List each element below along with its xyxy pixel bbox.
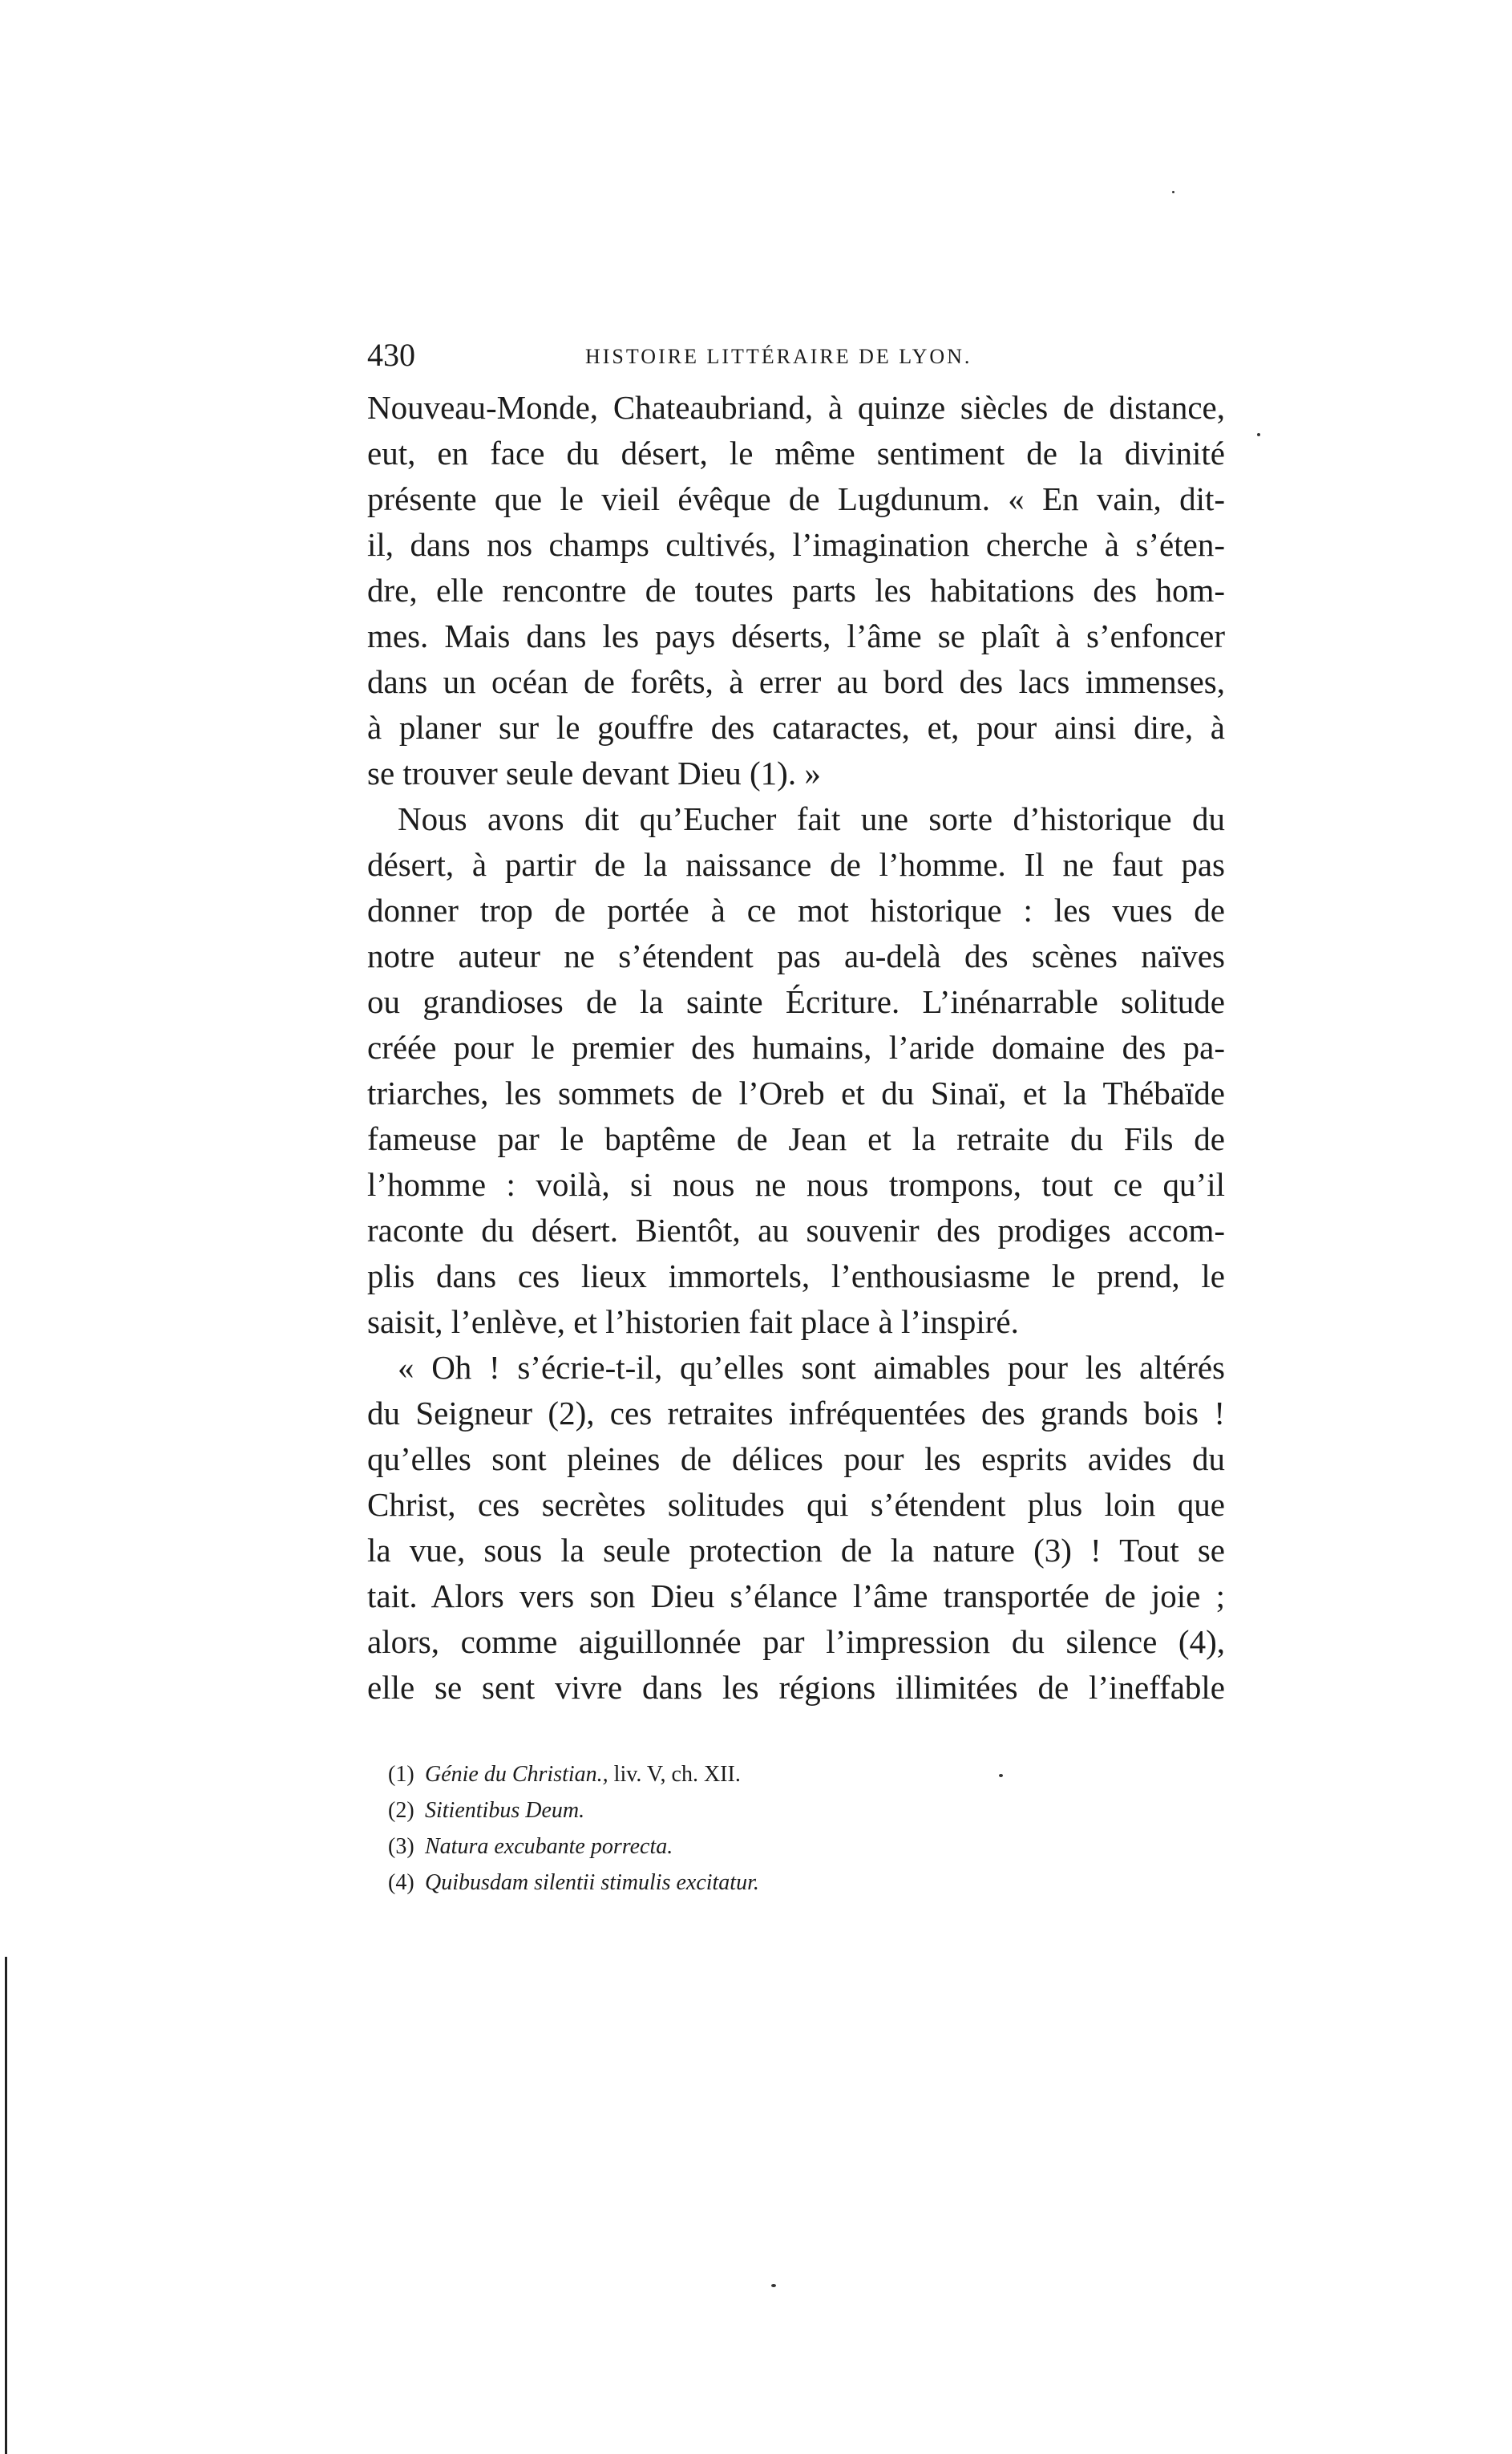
paper-speck <box>771 2284 776 2287</box>
paper-speck <box>999 1774 1003 1777</box>
footnote <box>388 1865 1110 1901</box>
paper-speck <box>1257 433 1260 436</box>
text-line: Nouveau-Monde, Chateaubriand, à quinze siècles de distance, <box>367 389 1225 426</box>
text-line: se trouver seule devant Dieu (1). » <box>367 755 821 792</box>
footnote-number: (2) <box>388 1798 414 1823</box>
footnote <box>388 1792 1110 1828</box>
text-line: il, dans nos champs cultivés, l’imagination cherche à s’éten- <box>367 526 1225 563</box>
footnote-reference: liv. V, ch. XII. <box>608 1762 741 1787</box>
text-line: plis dans ces lieux immortels, l’enthousiasme le prend, le <box>367 1257 1225 1294</box>
text-line: eut, en face du désert, le même sentiment de la divinité <box>367 435 1225 472</box>
footnote-title: Quibusdam silentii stimulis excitatur. <box>425 1870 759 1895</box>
text-line: donner trop de portée à ce mot historique : les vues de <box>367 892 1225 929</box>
body-text <box>367 385 1225 1711</box>
scan-edge-mark <box>5 1957 7 2454</box>
footnote-number: (4) <box>388 1870 414 1895</box>
text-line: notre auteur ne s’étendent pas au-delà des scènes naïves <box>367 937 1225 974</box>
text-line: saisit, l’enlève, et l’historien fait place à l’inspiré. <box>367 1303 1019 1340</box>
paper-speck <box>1172 191 1174 193</box>
text-line: Nous avons dit qu’Eucher fait une sorte d’historique du <box>398 800 1225 837</box>
text-line: « Oh ! s’écrie-t-il, qu’elles sont aimables pour les altérés <box>398 1349 1225 1386</box>
text-line: à planer sur le gouffre des cataractes, et, pour ainsi dire, à <box>367 709 1225 746</box>
text-line: elle se sent vivre dans les régions illimitées de l’ineffable <box>367 1669 1225 1706</box>
footnote-number: (3) <box>388 1834 414 1859</box>
text-line: Christ, ces secrètes solitudes qui s’étendent plus loin que <box>367 1486 1225 1523</box>
text-line: qu’elles sont pleines de délices pour les esprits avides du <box>367 1440 1225 1477</box>
text-line: dans un océan de forêts, à errer au bord des lacs immenses, <box>367 663 1225 700</box>
footnotes <box>388 1756 1110 1901</box>
text-line: dre, elle rencontre de toutes parts les habitations des hom- <box>367 572 1225 609</box>
text-line: créée pour le premier des humains, l’aride domaine des pa- <box>367 1029 1225 1066</box>
footnote-number: (1) <box>388 1762 414 1787</box>
text-line: triarches, les sommets de l’Oreb et du Sinaï, et la Thébaïde <box>367 1075 1225 1112</box>
text-line: du Seigneur (2), ces retraites infréquentées des grands bois ! <box>367 1395 1225 1432</box>
text-line: raconte du désert. Bientôt, au souvenir des prodiges accom- <box>367 1212 1225 1249</box>
text-line: l’homme : voilà, si nous ne nous trompons, tout ce qu’il <box>367 1166 1225 1203</box>
text-line: fameuse par le baptême de Jean et la retraite du Fils de <box>367 1120 1225 1157</box>
text-line: désert, à partir de la naissance de l’homme. Il ne faut pas <box>367 846 1225 883</box>
text-line: tait. Alors vers son Dieu s’élance l’âme transportée de joie ; <box>367 1577 1225 1614</box>
text-line: mes. Mais dans les pays déserts, l’âme se plaît à s’enfoncer <box>367 618 1225 654</box>
footnote-title: Génie du Christian., <box>425 1762 608 1787</box>
text-line: la vue, sous la seule protection de la nature (3) ! Tout se <box>367 1532 1225 1569</box>
footnote-title: Natura excubante porrecta. <box>425 1834 673 1859</box>
text-line: ou grandioses de la sainte Écriture. L’inénarrable solitude <box>367 983 1225 1020</box>
running-head <box>367 335 1225 375</box>
running-title: HISTOIRE LITTÉRAIRE DE LYON. <box>585 345 972 368</box>
text-line: présente que le vieil évêque de Lugdunum. « En vain, dit- <box>367 480 1225 517</box>
footnote-title: Sitientibus Deum. <box>425 1798 585 1823</box>
page-number: 430 <box>367 337 415 373</box>
footnote <box>388 1828 1110 1865</box>
text-line: alors, comme aiguillonnée par l’impression du silence (4), <box>367 1623 1225 1660</box>
